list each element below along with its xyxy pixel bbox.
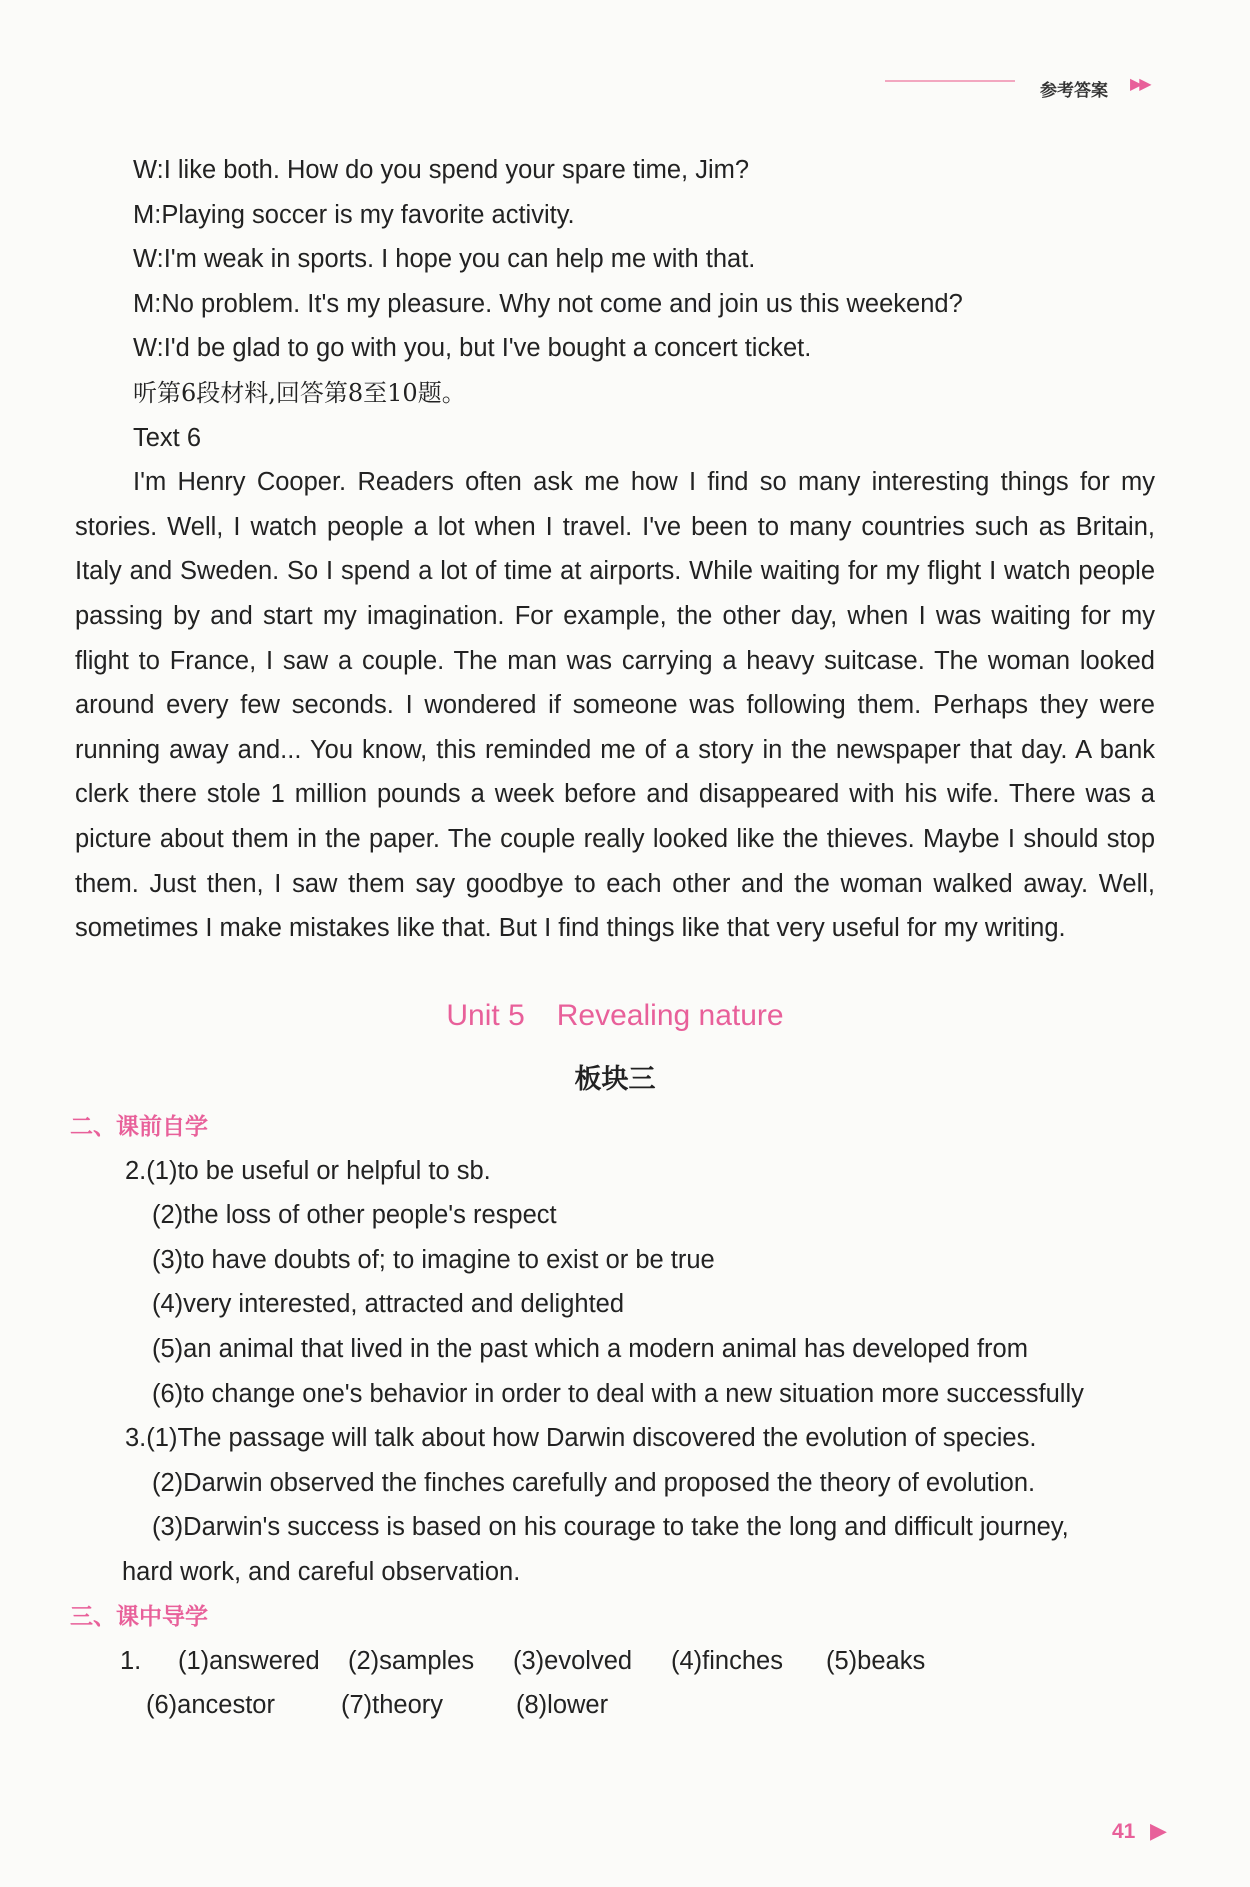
unit-name: Revealing nature [556, 998, 784, 1032]
text-label: Text 6 [133, 423, 202, 452]
unit-number: Unit 5 [446, 998, 525, 1032]
answer-item: (3)to have doubts of; to imagine to exist or be true [152, 1245, 715, 1274]
answer-item: (2)samples [348, 1646, 475, 1675]
dialogue-line: W:I'd be glad to go with you, but I've bought a concert ticket. [133, 334, 812, 363]
block-title: 板块三 [574, 1063, 656, 1095]
question-number: 3. [125, 1424, 147, 1453]
question-number: 2. [125, 1156, 147, 1185]
question-number: 1. [120, 1646, 142, 1675]
listening-instruction: 听第6段材料,回答第8至10题。 [133, 378, 466, 407]
passage-text: I'm Henry Cooper. Readers often ask me how I find so many interesting things for my stories. Well, I watch people a lot when I travel. I've been to many countries such as Britain, Italy and Sweden. So I spend a lot of time at airports. While waiting for my flight I watch people passing by and start my imagination. For example, the other day, when I was waiting for my flight to France, I saw a couple. The man was carrying a heavy suitcase. The woman looked around every few seconds. I wondered if someone was following them. Perhaps they were running away and... You know, this reminded me of a story in the newspaper that day. A bank clerk there stole 1 million pounds a week before and disappeared with his wife. There was a picture about them in the paper. The couple really looked like the thieves. Maybe I should stop them. Just then, I saw them say goodbye to each other and the woman walked away. Well, sometimes I make mistakes like that. But I find things like that very useful for my writing. [75, 468, 1155, 943]
answer-item: (1)to be useful or helpful to sb. [146, 1156, 491, 1185]
header-label: 参考答案 [1040, 81, 1108, 101]
answer-item: (5)an animal that lived in the past which a modern animal has developed from [152, 1335, 1028, 1364]
header-arrows-icon: ▶▶ [1130, 76, 1149, 93]
answer-item: (1)answered [178, 1646, 320, 1675]
next-arrow-icon: ▶ [1150, 1818, 1167, 1843]
answer-item: (3)Darwin's success is based on his courage to take the long and difficult journey, [152, 1513, 1069, 1542]
answer-item: (5)beaks [826, 1646, 926, 1675]
page-content [70, 148, 1155, 1728]
answer-row [75, 1683, 1155, 1728]
answer-item: (4)very interested, attracted and delighted [152, 1290, 625, 1319]
answer-item-continuation: hard work, and careful observation. [122, 1558, 521, 1587]
answer-row [75, 1639, 1155, 1684]
unit-title [75, 991, 1155, 1041]
answer-line [75, 1416, 1155, 1461]
answer-item: (6)ancestor [146, 1691, 275, 1720]
dialogue-line: M:Playing soccer is my favorite activity. [133, 200, 575, 229]
section-heading-preview: 二、课前自学 [70, 1113, 208, 1140]
answer-item: (6)to change one's behavior in order to deal with a new situation more successfully [152, 1379, 1084, 1408]
dialogue-line: W:I like both. How do you spend your spare time, Jim? [133, 156, 750, 184]
answer-line [75, 1149, 1155, 1194]
answer-item: (2)the loss of other people's respect [152, 1201, 557, 1230]
answer-item: (8)lower [516, 1691, 609, 1720]
header-rule [885, 80, 1015, 82]
answer-item: (7)theory [341, 1691, 444, 1720]
answer-item: (2)Darwin observed the finches carefully and proposed the theory of evolution. [152, 1468, 1036, 1497]
dialogue-line: W:I'm weak in sports. I hope you can help me with that. [133, 245, 756, 274]
answer-item: (3)evolved [513, 1646, 633, 1675]
page-number: 41 [1112, 1820, 1136, 1843]
dialogue-line: M:No problem. It's my pleasure. Why not come and join us this weekend? [133, 289, 963, 318]
answer-item: (1)The passage will talk about how Darwin discovered the evolution of species. [146, 1424, 1037, 1453]
answer-item: (4)finches [671, 1646, 783, 1675]
section-heading-in-class: 三、课中导学 [70, 1603, 208, 1630]
